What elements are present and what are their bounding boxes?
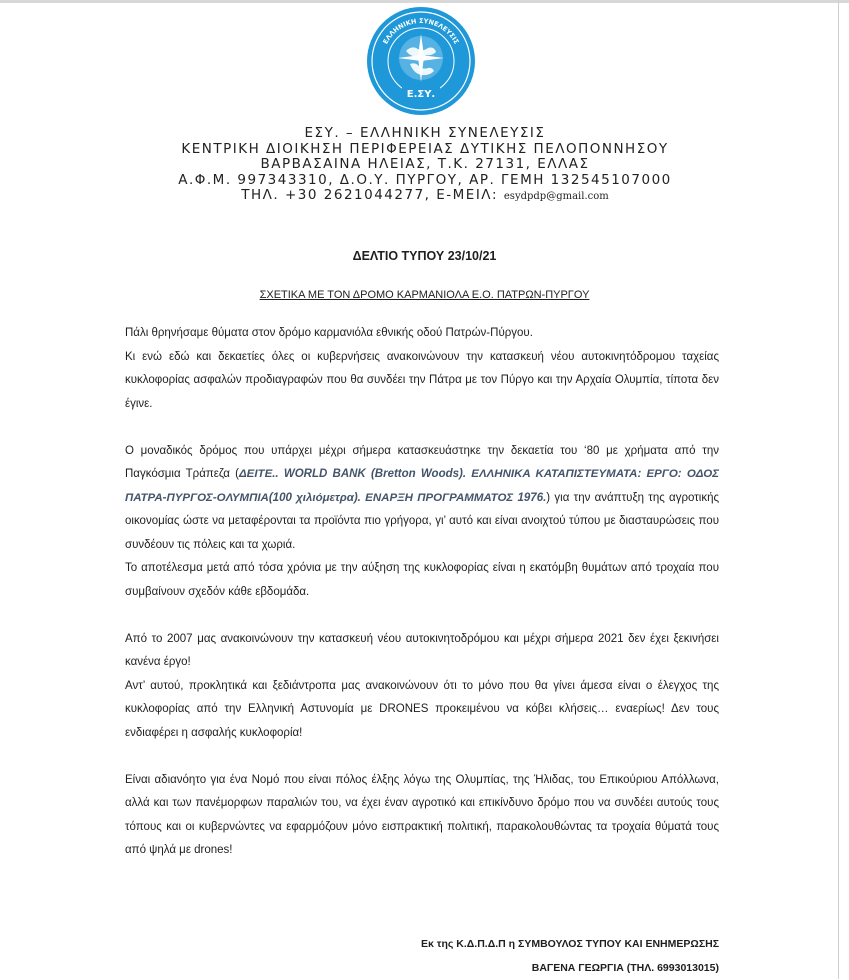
header-phone: ΤΗΛ. +30 2621044277, Ε-ΜΕΙΛ: [241, 187, 499, 203]
press-release-title: ΔΕΛΤΙΟ ΤΥΠΟΥ 23/10/21 [352, 249, 497, 263]
body-paragraph-6: Αντ’ αυτού, προκλητικά και ξεδιάντροπα μας ανακοινώνουν ότι το μόνο που θα γίνει άμεσα είναι ο έλεγχος της κυκλοφορίας από την Ελληνική Αστυνομία με DRONES προκειμένου να κόβει κλήσεις… εναερίως! Δεν τους ενδιαφέρει η ασφαλής κυκλοφορία! [125, 679, 719, 739]
press-release-body [125, 322, 719, 863]
body-paragraph-4: Το αποτέλεσμα μετά από τόσα χρόνια με την αύξηση της κυκλοφορίας είναι η εκατόμβη θυμάτων από τροχαία που συμβαίνουν σχεδόν κάθε εβδομάδα. [125, 562, 719, 598]
body-paragraph-3-start: Ο μοναδικός δρόμος που υπάρχει μέχρι σήμερα κατασκευάστηκε την δεκαετία του ‘80 με χρήματα από την Παγκόσμια Τράπεζα ( [125, 444, 719, 480]
body-paragraph-5: Από το 2007 μας ανακοινώνουν την κατασκευή νέου αυτοκινητοδρόμου και μέχρι σήμερα 2021 δεν έχει ξεκινήσει κανένα έργο! [125, 632, 719, 668]
header-address: ΒΑΡΒΑΣΑΙΝΑ ΗΛΕΙΑΣ, Τ.Κ. 27131, ΕΛΛΑΣ [260, 156, 590, 172]
header-contact [100, 188, 750, 205]
letterhead [100, 126, 750, 205]
logo-ring-text: ΕΛΛΗΝΙΚΗ ΣΥΝΕΛΕΥΣΙΣ [381, 16, 461, 46]
press-release-subtitle: ΣΧΕΤΙΚΑ ΜΕ ΤΟΝ ΔΡΟΜΟ ΚΑΡΜΑΝΙΟΛΑ Ε.Ο. ΠΑΤΡΩΝ-ΠΥΡΓΟΥ [259, 289, 590, 301]
body-paragraph-2: Κι ενώ εδώ και δεκαετίες όλες οι κυβερνήσεις ανακοινώνουν την κατασκευή νέου αυτοκινητόδρομου ταχείας κυκλοφορίας ασφαλών προδιαγραφών που θα συνδέει την Πάτρα με τον Πύργο και την Αρχαία Ολυμπία, τίποτα δεν έγινε. [125, 350, 719, 410]
esy-logo [366, 6, 476, 116]
world-bank-reference: ΔΕΙΤΕ.. WORLD BANK (Bretton Woods). ΕΛΛΗΝΙΚΑ ΚΑΤΑΠΙΣΤΕΥΜΑΤΑ: ΕΡΓΟ: ΟΔΟΣ ΠΑΤΡΑ-ΠΥΡΓΟΣ-ΟΛΥΜΠΙΑ(100 χιλιόμετρα). ΕΝΑΡΞΗ ΠΡΟΓΡΑΜΜΑΤΟΣ 1976. [125, 468, 720, 504]
body-paragraph-3-end: ) για την ανάπτυξη της αγροτικής οικονομίας ώστε να μεταφέρονται τα προϊόντα πιο γρήγορα, γι’ αυτό και είναι ανοιχτού τύπου με διασταυρώσεις που συνδέουν τις πόλεις και τα χωριά. [125, 491, 720, 551]
header-email: esydpdp@gmail.com [503, 191, 609, 202]
body-paragraph-1: Πάλι θρηνήσαμε θύματα στον δρόμο καρμανιόλα εθνικής οδού Πατρών-Πύργου. [125, 327, 533, 339]
body-paragraph-7: Είναι αδιανόητο για ένα Νομό που είναι πόλος έλξης λόγω της Ολυμπίας, της Ήλιδας, του Επικούριου Απόλλωνα, αλλά και των πανέμορφων παραλιών του, να έχει έναν αγροτικό και επικίνδυνο δρόμο που να συνδέει αυτούς τους τόπους και οι κυβερνώντες να εφαρμόζουν μόνο εισπρακτική πολιτική, παρακολουθώντας τα τροχαία θύματά τους από ψηλά με drones! [125, 773, 719, 856]
signature-role: Εκ της Κ.Δ.Π.Δ.Π η ΣΥΜΒΟΥΛΟΣ ΤΥΠΟΥ ΚΑΙ ΕΝΗΜΕΡΩΣΗΣ [421, 938, 719, 950]
page-right-edge [838, 0, 839, 979]
logo-center-text: Ε.ΣΥ. [406, 89, 436, 100]
page-top-edge [0, 0, 849, 3]
header-org-name: ΕΣΥ. – ΕΛΛΗΝΙΚΗ ΣΥΝΕΛΕΥΣΙΣ [304, 125, 546, 141]
header-department: ΚΕΝΤΡΙΚΗ ΔΙΟΙΚΗΣΗ ΠΕΡΙΦΕΡΕΙΑΣ ΔΥΤΙΚΗΣ ΠΕΛΟΠΟΝΝΗΣΟΥ [181, 140, 669, 157]
header-tax-info: Α.Φ.Μ. 997343310, Δ.Ο.Υ. ΠΥΡΓΟΥ, ΑΡ. ΓΕΜΗ 132545107000 [178, 171, 672, 188]
signature-name: ΒΑΓΕΝΑ ΓΕΩΡΓΙΑ (ΤΗΛ. 6993013015) [531, 962, 719, 974]
body-paragraph-3 [125, 440, 719, 558]
signature-block [421, 932, 719, 980]
